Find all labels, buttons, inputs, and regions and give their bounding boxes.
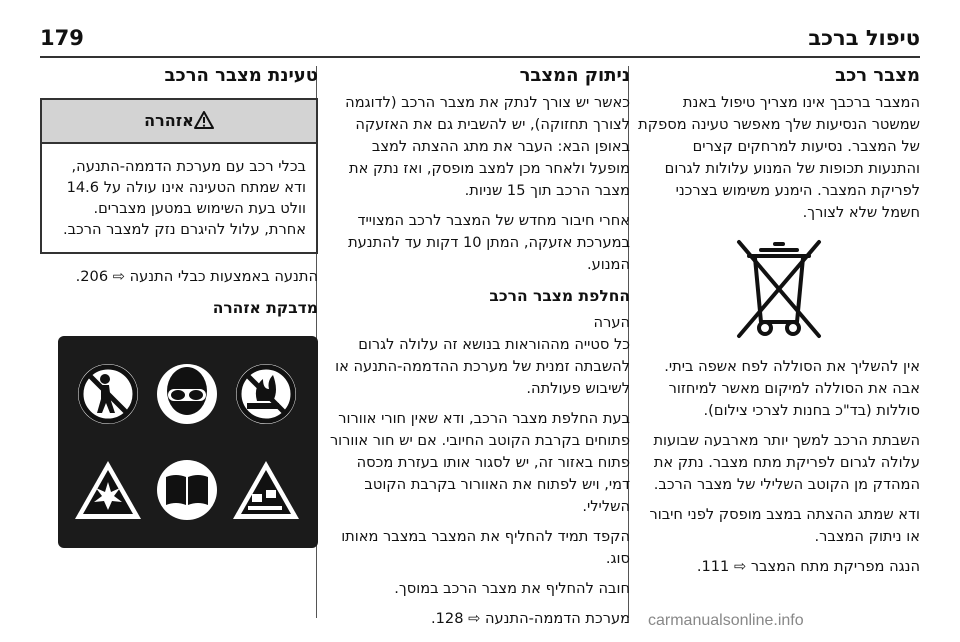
reference-stop-start-label: מערכת הדממה-התנעה [485,610,630,627]
warning-box [40,98,318,254]
right-column [638,64,920,586]
same-type-text: הקפד תמיד להחליף את המצבר במצבר מאותו סוג. [341,528,630,567]
disconnect-heading: ניתוק המצבר [519,65,630,86]
storage-text: השבתת הרכב למשך יותר מארבעה שבועות עלולה לגרום לפריקת מתח מצבר. נתק את המהדק מן הקוטב השלילי של מצבר הרכב. [653,432,920,493]
warning-decal [58,336,318,548]
reference-discharge-label: הנגה מפריקת מתח המצבר [750,558,920,575]
disposal-text: אין להשליך את הסוללה לפח אשפה ביתי. אבה את הסוללה למיקום מאשר למיחזור סוללות (בד"כ בחנות לצרכי צילום). [664,358,920,419]
page-header [40,26,920,56]
battery-intro: המצבר ברכבך אינו מצריך טיפול באנת שמשטר הנסיעות שלך מאפשר טעינה מספקת של המצבר. נסיעות למרחקים קצרים והתנעות תכופות של המנוע עלולות לגרום לפריקת המצבר. הימנע משימוש בצרכני חשמל שלא לצורך. [638,94,920,221]
arrow-ref-icon: ⇨ [112,268,125,285]
crossed-out-wheeled-bin-icon [731,236,827,342]
left-column [40,64,318,548]
page-number: 179 [40,26,84,50]
battery-heading: מצבר רכב [835,65,920,86]
warning-header [42,100,316,144]
warning-text: בכלי רכב עם מערכת הדממה-התנעה, ודא שמתח הטעינה אינו עולה על 14.6 וולט בעת השימוש במטען מצברים. אחרת, עלול להיגרם נזק למצבר הרכב. [62,158,306,238]
warning-label: אזהרה [144,111,194,130]
reference-jump-start-page: 206 [80,268,109,285]
vent-text: בעת החלפת מצבר הרכב, ודא שאין חורי אוורור פתוחים בקרבת הקוטב החיובי. אם יש חור אוורור פתוח באזור זה, יש לסגור אותו בעזרת מכסה דמי, ויש לפתוח את האוורור בקרבת הקוטב השלילי. [329,410,630,515]
arrow-ref-icon: ⇨ [468,610,481,627]
arrow-ref-icon: ⇨ [733,558,747,575]
explosive-gas-icon [72,458,144,522]
watermark: carmanualsonline.info [648,612,804,629]
read-manual-icon [154,457,220,523]
garage-text: חובה להחליף את מצבר הרכב במוסך. [394,580,630,597]
replace-heading: החלפת מצבר הרכב [489,287,630,305]
reference-jump-start-label: התנעה באמצעות כבלי התנעה [129,268,318,285]
reference-jump-start: התנעה באמצעות כבלי התנעה ⇨ 206. [75,268,318,285]
header-rule [40,56,920,58]
eye-protection-icon [154,361,220,427]
note-text: כל סטייה מההוראות בנושא זה עלולה לגרום להשבתה זמנית של מערכת ההדממה-התנעה או לשיבוש פעולתה. [335,336,630,397]
reference-discharge: הנגה מפריקת מתח המצבר ⇨ 111. [696,558,920,575]
reference-discharge-page: 111 [701,558,730,575]
keep-away-from-children-icon [75,361,141,427]
reconnect-text: אחרי חיבור מחדש של המצבר לרכב המצוייד במערכת אזעקה, המתן 10 דקות עד להתנעת המנוע. [348,212,630,273]
charging-heading: טעינת מצבר הרכב [164,65,318,86]
corrosive-acid-icon [230,458,302,522]
ignition-text: ודא שמתג ההצתה במצב מופסק לפני חיבור או ניתוק המצבר. [649,506,920,545]
no-fire-no-smoking-icon [233,361,299,427]
note-label: הערה [593,314,630,331]
reference-stop-start: מערכת הדממה-התנעה ⇨ 128. [430,610,630,627]
reference-stop-start-page: 128 [435,610,464,627]
decal-heading: מדבקת אזהרה [212,299,318,317]
warning-triangle-icon [194,111,214,129]
section-title: טיפול ברכב [808,26,920,50]
middle-column [328,64,630,638]
disconnect-text: כאשר יש צורך לנתק את מצבר הרכב (לדוגמה לצורך תחזוקה), יש להשבית גם את האזעקה באופן הבא: העבר את מתג ההצתה למצב מופעל ולאחר מכן למצב מופסק, ואז נתק את מצבר הרכב תוך 15 שניות. [345,94,630,199]
